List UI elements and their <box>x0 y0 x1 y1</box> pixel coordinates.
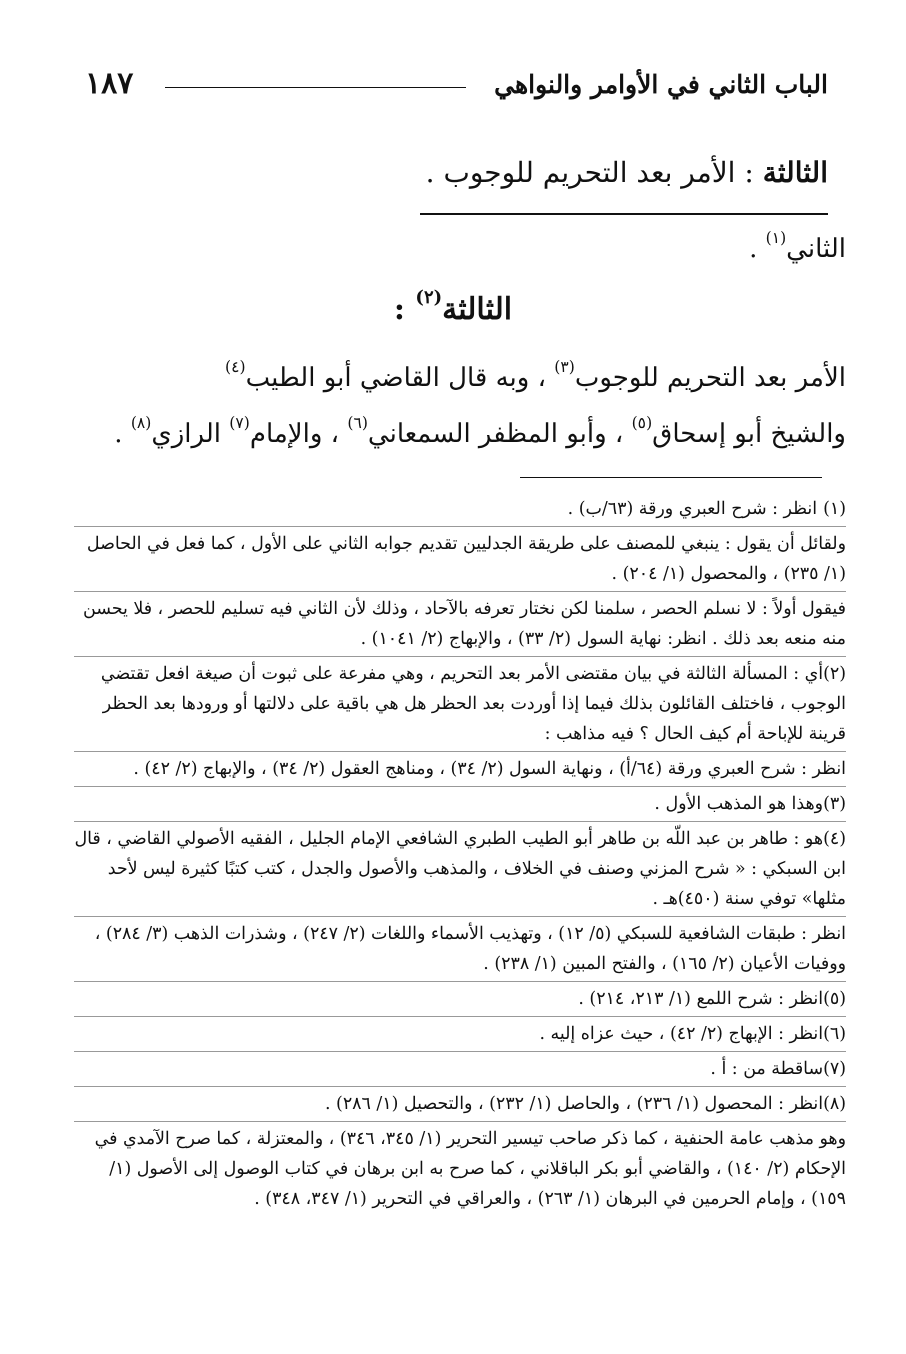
page-number: ١٨٧ <box>85 66 134 101</box>
footnote-3 <box>74 786 846 819</box>
text-run: الرازي <box>151 419 230 449</box>
footnote-text: انظر : الإبهاج (٢/ ٤٢) ، حيث عزاه إليه . <box>539 1024 824 1044</box>
quote-label: الثالثة <box>762 156 828 189</box>
footnote-number: (٨) <box>823 1094 846 1114</box>
header-rule <box>165 87 466 88</box>
main-paragraph <box>80 350 846 462</box>
footnote-number: (٧) <box>823 1059 846 1079</box>
continued-end: . <box>749 234 766 264</box>
continued-word: الثاني <box>786 234 846 264</box>
footnotes <box>74 494 846 1214</box>
footnote-5 <box>74 981 846 1014</box>
footnote-ref: (١) <box>765 228 787 247</box>
footnote-number: (٤) <box>823 829 846 849</box>
footnote-ref: (٤) <box>225 357 246 376</box>
footnote-ref: (٥) <box>631 413 653 432</box>
footnote-1-continuation: ولقائل أن يقول : ينبغي للمصنف على طريقة الجدليين تقديم جوابه الثاني على الأول ، كما فعل في الحاصل (١/ ٢٣٥) ، والمحصول (١/ ٢٠٤) . <box>74 526 846 589</box>
footnote-separator <box>520 477 822 478</box>
text-run: ، وأبو المظفر السمعاني <box>367 419 632 449</box>
footnote-text: أي : المسألة الثالثة في بيان مقتضى الأمر بعد التحريم ، وهي مفرعة على ثبوت أن صيغة افعل تقتضي الوجوب ، فاختلف القائلون بذلك فيما إذا أوردت بعد الحظر هل هي باقية على دلالتها أو ورودها بعد الحظر قرينة للإباحة أم كيف الحال ؟ فيه مذاهب : <box>100 664 846 744</box>
footnote-number: (٦) <box>823 1024 846 1044</box>
footnote-text: انظر : المحصول (١/ ٢٣٦) ، والحاصل (١/ ٢٣٢) ، والتحصيل (١/ ٢٨٦) . <box>325 1094 824 1114</box>
footnote-7 <box>74 1051 846 1084</box>
footnote-ref: (٣) <box>554 357 575 376</box>
footnote-8-continuation: وهو مذهب عامة الحنفية ، كما ذكر صاحب تيسير التحرير (١/ ٣٤٥، ٣٤٦) ، والمعتزلة ، كما صرح الآمدي في الإحكام (٢/ ١٤٠) ، والقاضي أبو بكر الباقلاني ، كما صرح به ابن برهان في كتاب الوصول إلى الأصول (١/ ١٥٩) ، وإمام الحرمين في البرهان (١/ ٢٦٣) ، والعراقي في التحرير (١/ ٣٤٧، ٣٤٨) . <box>74 1121 846 1214</box>
footnote-2-continuation: انظر : شرح العبري ورقة (٦٤/أ) ، ونهاية السول (٢/ ٣٤) ، ومناهج العقول (٢/ ٣٤) ، والإبهاج (٢/ ٤٢) . <box>74 751 846 784</box>
text-run: والشيخ أبو إسحاق <box>652 419 846 449</box>
footnote-4-continuation: انظر : طبقات الشافعية للسبكي (٥/ ١٢) ، وتهذيب الأسماء واللغات (٢/ ٢٤٧) ، وشذرات الذهب (٣/ ٢٨٤) ، ووفيات الأعيان (٢/ ١٦٥) ، والفتح المبين (١/ ٢٣٨) . <box>74 916 846 979</box>
chapter-title: الباب الثاني في الأوامر والنواهي <box>494 70 828 99</box>
section-heading <box>0 286 906 327</box>
quote-colon: : <box>735 156 763 189</box>
paragraph-line <box>80 350 846 406</box>
footnote-number: (١) <box>823 499 846 519</box>
quote-underline <box>420 213 828 215</box>
footnote-1-continuation: فيقول أولاً : لا نسلم الحصر ، سلمنا لكن نختار تعرفه بالآحاد ، وذلك لأن الثاني فيه تسليم للحصر ، فلا يحسن منه منعه بعد ذلك . انظر: نهاية السول (٢/ ٣٣) ، والإبهاج (٢/ ١٠٤١) . <box>74 591 846 654</box>
footnote-number: (٥) <box>823 989 846 1009</box>
text-run: ، وبه قال القاضي أبو الطيب <box>245 363 555 393</box>
footnote-1 <box>74 494 846 524</box>
text-run: . <box>114 419 131 449</box>
footnote-text: انظر : شرح اللمع (١/ ٢١٣، ٢١٤) . <box>578 989 824 1009</box>
footnote-4 <box>74 821 846 914</box>
footnote-number: (٣) <box>823 794 846 814</box>
footnote-ref: (٢) <box>415 286 443 308</box>
continued-text <box>749 228 846 264</box>
footnote-8 <box>74 1086 846 1119</box>
text-run: ، والإمام <box>249 419 348 449</box>
footnote-ref: (٦) <box>347 413 368 432</box>
paragraph-line <box>80 406 846 462</box>
footnote-ref: (٨) <box>130 413 152 432</box>
section-title: الثالثة <box>442 292 513 327</box>
footnote-text: هو : طاهر بن عبد اللّه بن طاهر أبو الطيب الطبري الشافعي الإمام الجليل ، الفقيه الأصولي القاضي ، قال ابن السبكي : « شرح المزني وصنف في الخلاف ، والمذهب والأصول والجدل ، كتب كتبًا كثيرة ليس لأحد مثلها» توفي سنة (٤٥٠)هـ . <box>74 829 846 909</box>
footnote-ref: (٧) <box>229 413 250 432</box>
quote-body: الأمر بعد التحريم للوجوب . <box>425 156 736 189</box>
footnote-2 <box>74 656 846 749</box>
footnote-text: ساقطة من : أ . <box>710 1059 824 1079</box>
footnote-text: انظر : شرح العبري ورقة (٦٣/ب) . <box>567 499 818 519</box>
footnote-text: وهذا هو المذهب الأول . <box>654 794 824 814</box>
quoted-text <box>426 156 828 189</box>
section-colon: : <box>393 292 416 327</box>
text-run: الأمر بعد التحريم للوجوب <box>574 363 846 393</box>
footnote-6 <box>74 1016 846 1049</box>
running-header <box>85 64 828 112</box>
footnote-number: (٢) <box>823 664 846 684</box>
